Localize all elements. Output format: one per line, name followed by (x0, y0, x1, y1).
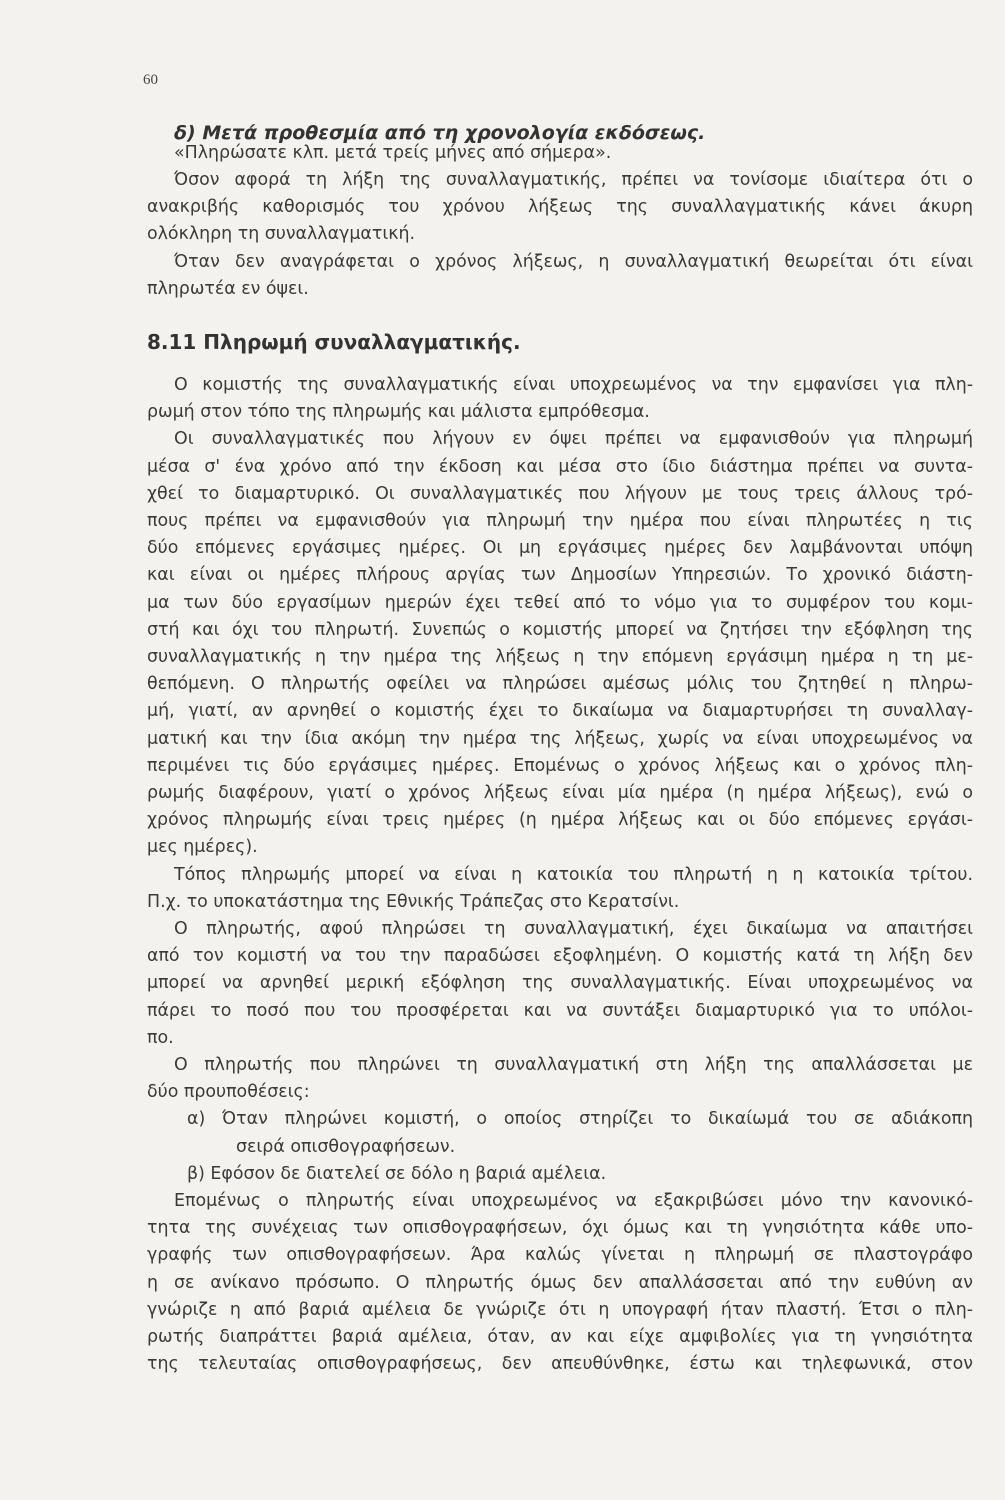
text-line: πληρωτέα εν όψει. (147, 279, 309, 299)
text-line: δύο προυποθέσεις: (147, 1082, 310, 1102)
text-line: δύο επόμενες εργάσιμες ημέρες. Οι μη εργάσιμες ημέρες δεν λαμβάνονται υπόψη (147, 538, 973, 558)
text-line: Οι συναλλαγματικές που λήγουν εν όψει πρέπει να εμφανισθούν για πληρωμή (174, 429, 973, 449)
text-line: Όσον αφορά τη λήξη της συναλλαγματικής, πρέπει να τονίσομε ιδιαίτερα ότι ο (174, 170, 973, 190)
text-line: γραφής των οπισθογραφήσεων. Άρα καλώς γίνεται η πληρωμή σε πλαστογράφο (147, 1245, 973, 1265)
text-line: ολόκληρη τη συναλλαγματική. (147, 224, 416, 244)
text-line: Ο πληρωτής που πληρώνει τη συναλλαγματική στη λήξη της απαλλάσσεται με (174, 1055, 973, 1075)
text-line: μπορεί να αρνηθεί μερική εξόφληση της συναλλαγματικής. Είναι υποχρεωμένος να (147, 973, 973, 993)
text-line: «Πληρώσατε κλπ. μετά τρείς μήνες από σήμερα». (174, 143, 612, 163)
text-line: Επομένως ο πληρωτής είναι υποχρεωμένος να εξακριβώσει μόνο την κανονικό- (174, 1191, 973, 1211)
text-line: πο. (147, 1028, 174, 1048)
text-line: μή, γιατί, αν αρνηθεί ο κομιστής έχει το δικαίωμα να διαμαρτυρήσει τη συναλλαγ- (147, 701, 973, 721)
text-line: στή και όχι του πληρωτή. Συνεπώς ο κομιστής μπορεί να ζητήσει την εξόφληση της (147, 620, 973, 640)
text-line: ματική και την ίδια ακόμη την ημέρα της λήξεως, χωρίς να είναι υποχρεωμένος να (147, 729, 973, 749)
text-line: και είναι οι ημέρες πλήρους αργίας των Δημοσίων Υπηρεσιών. Το χρονικό διάστη- (147, 565, 973, 585)
text-line: χρόνος πληρωμής είναι τρεις ημέρες (η ημέρα λήξεως και οι δύο επόμενες εργάσι- (147, 810, 973, 830)
text-line: της τελευταίας οπισθογραφήσεως, δεν απευθύνθηκε, έστω και τηλεφωνικά, στον (147, 1354, 973, 1374)
page-number: 60 (143, 72, 158, 88)
text-line: πους πρέπει να εμφανισθούν για πληρωμή την ημέρα που είναι πληρωτέες η τις (147, 511, 973, 531)
list-item-a: α) Όταν πληρώνει κομιστή, ο οποίος στηρίζει το δικαίωμά του σε αδιάκοπη (187, 1109, 973, 1129)
text-line: η σε ανίκανο πρόσωπο. Ο πληρωτής όμως δεν απαλλάσσεται από την ευθύνη αν (147, 1273, 973, 1293)
text-line: ρωτής διαπράττει βαριά αμέλεια, όταν, αν και είχε αμφιβολίες για τη γνησιότητα (147, 1327, 973, 1347)
text-line: Ο πληρωτής, αφού πληρώσει τη συναλλαγματική, έχει δικαίωμα να απαιτήσει (174, 919, 973, 939)
text-line: από τον κομιστή να του την παραδώσει εξοφλημένη. Ο κομιστής κατά τη λήξη δεν (147, 946, 973, 966)
text-line: γνώριζε η από βαριά αμέλεια δε γνώριζε ότι η υπογραφή ήταν πλαστή. Έτσι ο πλη- (147, 1300, 973, 1320)
text-line: πάρει το ποσό που του προσφέρεται και να συντάξει διαμαρτυρικό για το υπόλοι- (147, 1001, 973, 1021)
text-line: τητα της συνέχειας των οπισθογραφήσεων, όχι όμως και τη γνησιότητα κάθε υπο- (147, 1218, 973, 1238)
text-line: ανακριβής καθορισμός του χρόνου λήξεως της συναλλαγματικής κάνει άκυρη (147, 197, 973, 217)
subheading-d: δ) Μετά προθεσμία από τη χρονολογία εκδόσεως. (174, 122, 706, 144)
text-line: ρωμή στον τόπο της πληρωμής και μάλιστα εμπρόθεσμα. (147, 402, 650, 422)
text-line: περιμένει τις δύο εργάσιμες ημέρες. Επομένως ο χρόνος λήξεως και ο χρόνος πλη- (147, 756, 973, 776)
text-line: χθεί το διαμαρτυρικό. Οι συναλλαγματικές που λήγουν με τους τρεις άλλους τρό- (147, 484, 973, 504)
text-line: θεπόμενη. Ο πληρωτής οφείλει να πληρώσει αμέσως μόλις του ζητηθεί η πληρω- (147, 674, 973, 694)
text-line: ρωμής διαφέρουν, γιατί ο χρόνος λήξεως είναι μία ημέρα (η ημέρα λήξεως), ενώ ο (147, 783, 973, 803)
text-line: Τόπος πληρωμής μπορεί να είναι η κατοικία του πληρωτή η η κατοικία τρίτου. (174, 865, 973, 885)
text-line: Όταν δεν αναγράφεται ο χρόνος λήξεως, η συναλλαγματική θεωρείται ότι είναι (174, 252, 973, 272)
list-item-a-cont: σειρά οπισθογραφήσεων. (236, 1137, 456, 1157)
section-title: 8.11 Πληρωμή συναλλαγματικής. (147, 330, 521, 354)
text-line: Π.χ. το υποκατάστημα της Εθνικής Τράπεζας στο Κερατσίνι. (147, 892, 680, 912)
text-line: μες ημέρες). (147, 837, 258, 857)
text-line: μα των δύο εργασίμων ημερών έχει τεθεί από το νόμο για το συμφέρον του κομι- (147, 593, 973, 613)
text-line: συναλλαγματικής η την ημέρα της λήξεως η την επόμενη εργάσιμη ημέρα η τη με- (147, 647, 973, 667)
text-line: Ο κομιστής της συναλλαγματικής είναι υποχρεωμένος να την εμφανίσει για πλη- (174, 375, 973, 395)
list-item-b: β) Εφόσον δε διατελεί σε δόλο η βαριά αμέλεια. (187, 1164, 607, 1184)
text-line: μέσα σ' ένα χρόνο από την έκδοση και μέσα στο ίδιο διάστημα πρέπει να συντα- (147, 457, 973, 477)
